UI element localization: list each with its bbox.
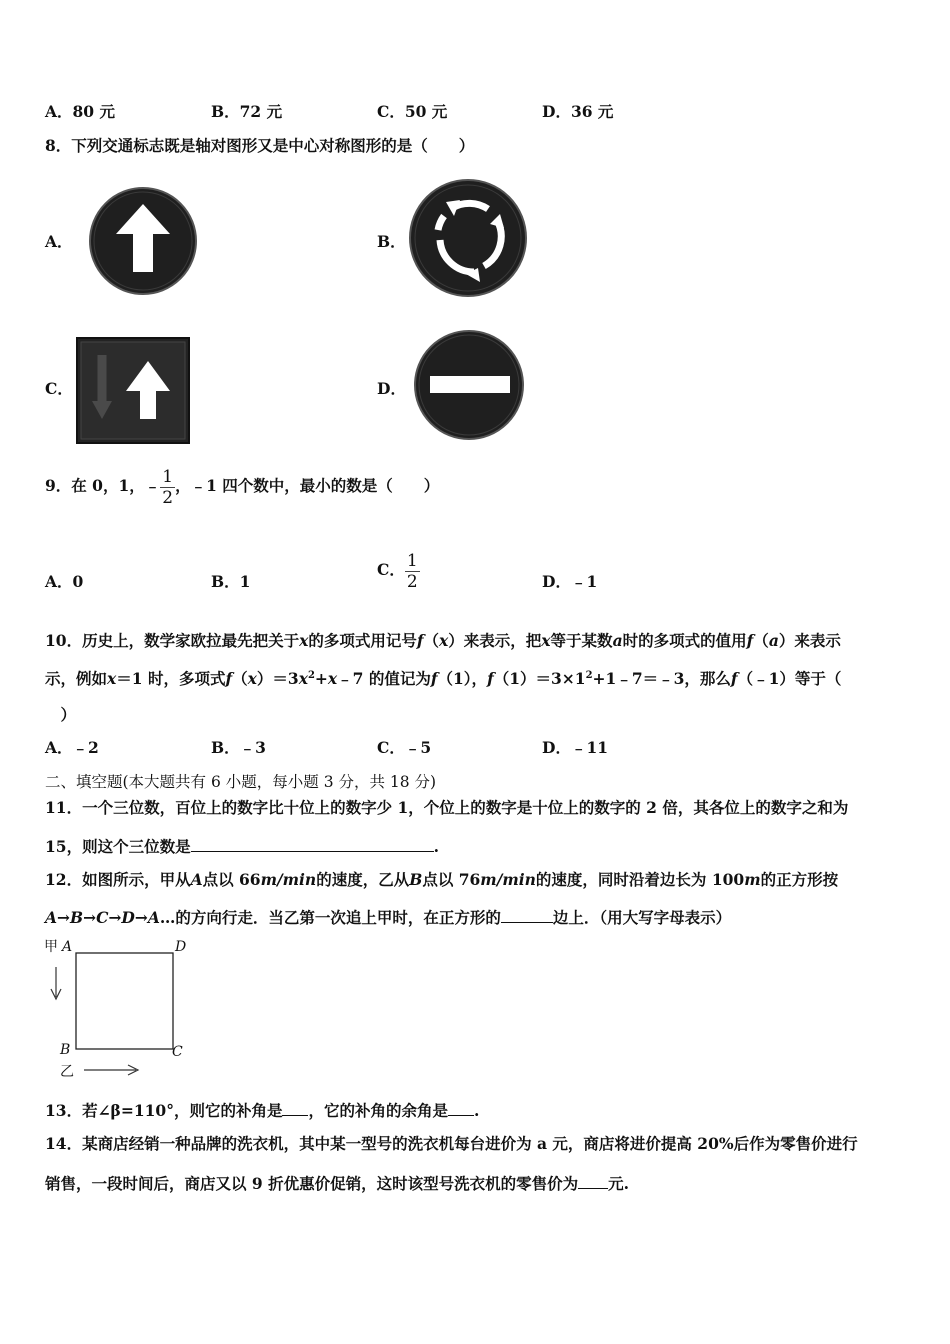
q9-stem: [45, 464, 439, 508]
straight-arrow-sign-icon: [78, 186, 208, 296]
q8-label-b: B．: [377, 232, 406, 251]
q7-option-c: C．50 元: [377, 102, 448, 121]
q12-answer-blank[interactable]: [501, 906, 553, 923]
q9-option-d: D．﹣1: [542, 572, 598, 591]
q14-answer-blank[interactable]: [578, 1172, 608, 1189]
q9-option-c-label: C．: [377, 560, 405, 579]
roundabout-sign-icon: [404, 178, 534, 298]
straight-no-left-sign-icon: [76, 337, 190, 444]
section-heading: 二、填空题(本大题共有 6 小题，每小题 3 分，共 18 分): [45, 773, 437, 791]
q9-c-frac-den: 2: [406, 571, 418, 592]
q11-answer-blank[interactable]: [191, 835, 434, 852]
q10-line-3: ）: [45, 705, 77, 724]
q7-option-a: A．80 元: [45, 102, 115, 121]
q7-option-d: D．36 元: [542, 102, 614, 121]
q8-label-a: A．: [45, 232, 73, 251]
q14-line-1: 14．某商店经销一种品牌的洗衣机，其中某一型号的洗衣机每台进价为 a 元，商店将进价提高 20%后作为零售价进行: [45, 1134, 858, 1153]
q9-c-frac-num: 1: [406, 550, 418, 571]
q9-fraction: [160, 467, 175, 508]
q8-stem: 8．下列交通标志既是轴对图形又是中心对称图形的是（ ）: [45, 136, 475, 155]
q12-line-2: A→B→C→D→A…的方向行走．当乙第一次追上甲时，在正方形的 边上．（用大写字母表示）: [45, 908, 732, 927]
q12-fig-jia: 甲: [44, 939, 58, 955]
q10-option-a: A．﹣2: [45, 738, 99, 757]
q13-blank-1[interactable]: [282, 1099, 308, 1116]
q11-line-1: 11．一个三位数，百位上的数字比十位上的数字少 1，个位上的数字是十位上的数字的 2 倍，其各位上的数字之和为: [45, 798, 849, 817]
q13-line: 13．若∠β=110°，则它的补角是 ，它的补角的余角是 .: [45, 1101, 480, 1120]
q12-fig-vertex-a: A: [62, 939, 73, 955]
q8-label-d: D．: [377, 379, 406, 398]
q9-frac-num: 1: [162, 466, 174, 487]
q10-line-2: 示，例如x＝1 时，多项式$f(x)=3x^2+x﹣7$ 的值记为f（1），$f(1)=3\times 1^2+1﹣7=﹣3$，那么f（﹣1）等于（: [45, 669, 842, 688]
q9-frac-den: 2: [162, 487, 174, 508]
q13-blank-2[interactable]: [448, 1099, 474, 1116]
q12-fig-yi: 乙: [60, 1064, 74, 1080]
q9-option-c: [377, 548, 420, 592]
q10-option-c: C．﹣5: [377, 738, 432, 757]
q10-option-d: D．﹣11: [542, 738, 609, 757]
q12-line-1: 12．如图所示，甲从A点以 66m/min的速度，乙从B点以 76m/min的速度，同时沿着边长为 100m的正方形按: [45, 870, 839, 889]
q9-option-a: A．0: [45, 572, 84, 591]
q8-label-c: C．: [45, 379, 73, 398]
no-entry-sign-icon: [406, 329, 534, 441]
q11-line-2: 15，则这个三位数是 .: [45, 837, 439, 856]
q9-stem-a: 9．在 0，1，﹣: [45, 476, 161, 495]
q10-option-b: B．﹣3: [211, 738, 266, 757]
q12-fig-vertex-d: D: [175, 939, 187, 955]
q7-option-b: B．72 元: [211, 102, 283, 121]
q9-option-c-fraction: [405, 551, 420, 592]
q12-fig-vertex-b: B: [60, 1042, 71, 1058]
q12-fig-vertex-c: C: [172, 1044, 183, 1060]
q9-option-b: B．1: [211, 572, 251, 591]
q14-line-2: 销售，一段时间后，商店又以 9 折优惠价促销，这时该型号洗衣机的零售价为 元.: [45, 1174, 629, 1193]
q10-line-1: 10．历史上，数学家欧拉最先把关于x的多项式用记号f（x）来表示，把x等于某数a时的多项式的值用f（a）来表示: [45, 631, 841, 650]
q9-stem-b: ，﹣1 四个数中，最小的数是（ ）: [175, 476, 440, 495]
